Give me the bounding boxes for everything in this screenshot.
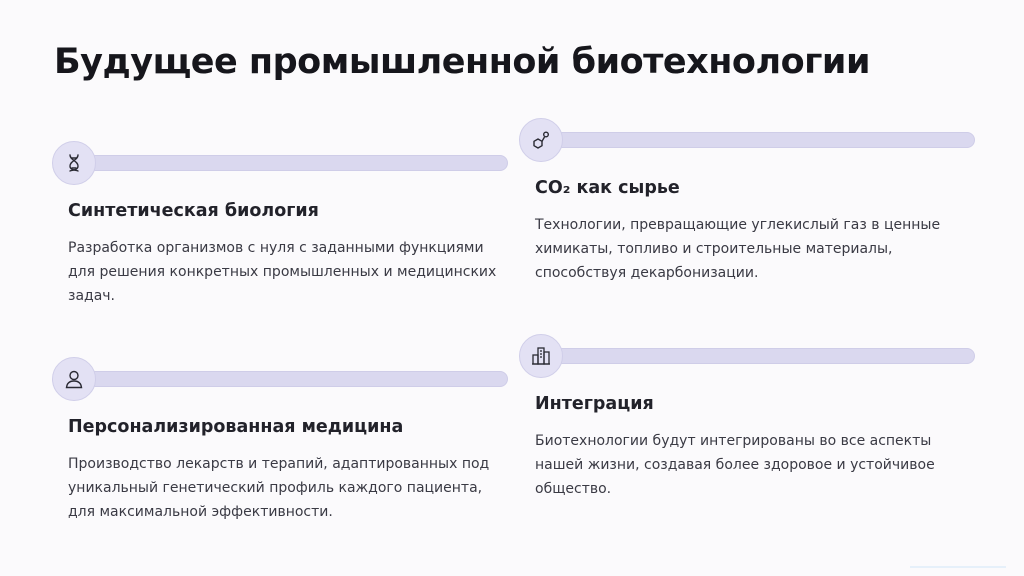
icon-badge xyxy=(52,357,96,401)
card-title: Персонализированная медицина xyxy=(68,417,404,437)
card-title: Интеграция xyxy=(535,394,654,414)
card-description: Разработка организмов с нуля с заданными функциями для решения конкретных промышленных и медицинских задач. xyxy=(68,240,497,304)
slide-title: Будущее промышленной биотехнологии xyxy=(54,42,870,82)
icon-badge xyxy=(52,141,96,185)
molecule-icon xyxy=(531,130,551,150)
icon-badge xyxy=(519,334,563,378)
card-title: Синтетическая биология xyxy=(68,201,319,221)
corner-decoration xyxy=(910,566,1006,568)
icon-badge xyxy=(519,118,563,162)
timeline-bar xyxy=(539,132,975,148)
dna-icon xyxy=(64,153,84,173)
timeline-bar xyxy=(539,348,975,364)
card-description: Технологии, превращающие углекислый газ в ценные химикаты, топливо и строительные материалы, способствуя декарбонизации. xyxy=(535,217,941,281)
timeline-bar xyxy=(72,155,508,171)
card-co2-feedstock xyxy=(519,118,979,288)
card-synthetic-biology xyxy=(52,141,512,311)
card-description: Биотехнологии будут интегрированы во все аспекты нашей жизни, создавая более здоровое и устойчивое общество. xyxy=(535,433,935,497)
person-icon xyxy=(64,369,84,389)
timeline-bar xyxy=(72,371,508,387)
card-personalized-medicine xyxy=(52,357,512,527)
buildings-icon xyxy=(531,346,551,366)
card-title: CO₂ как сырье xyxy=(535,178,680,198)
card-description: Производство лекарств и терапий, адаптированных под уникальный генетический профиль каждого пациента, для максимальной эффективности. xyxy=(68,456,490,520)
card-integration xyxy=(519,334,979,504)
